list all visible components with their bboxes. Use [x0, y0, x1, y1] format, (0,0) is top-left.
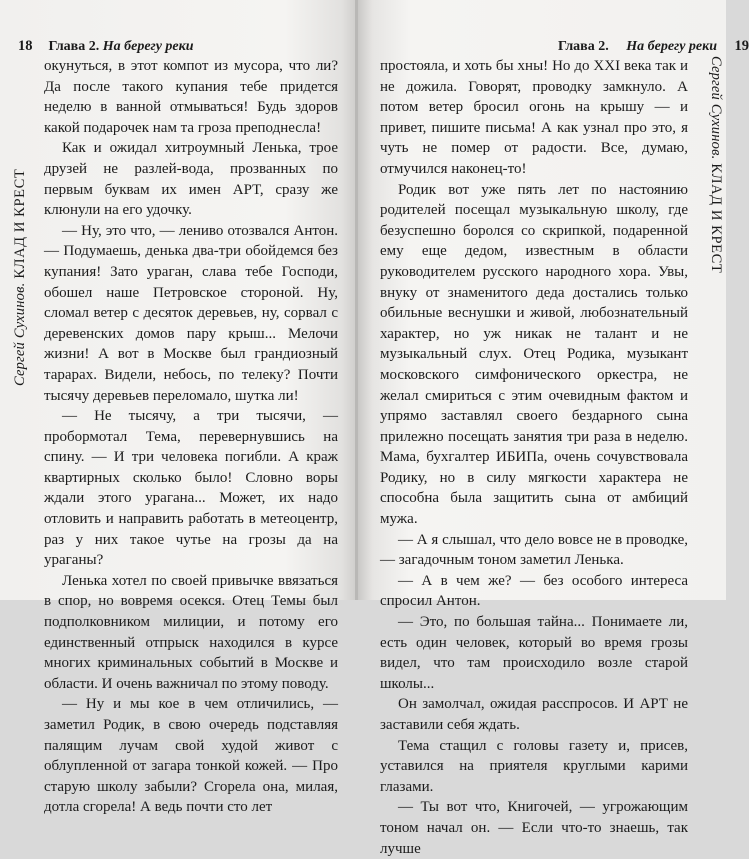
paragraph: окунуться, в этот компот из мусора, что ли? Да после такого купания тебе придется неделю в ванной отмываться! Будь здоров какой подарочек нам та гроза преподнесла! — [44, 58, 338, 136]
left-page-header — [18, 38, 194, 55]
paragraph: Как и ожидал хитроумный Ленька, трое друзей не разлей-вода, прозванных по первым буквам их имен АРТ, сразу же клюнули на его удочку. — [44, 140, 338, 219]
author-name: Сергей Сухинов. — [12, 282, 28, 386]
chapter-label: Глава 2. — [48, 39, 100, 54]
page-number: 19 — [734, 38, 749, 54]
chapter-label: Глава 2. — [558, 39, 609, 54]
chapter-title: На берегу реки — [102, 39, 194, 54]
author-name: Сергей Сухинов. — [708, 56, 724, 160]
paragraph: Он замолчал, ожидая расспросов. И АРТ не заставили себя ждать. — [380, 696, 688, 733]
paragraph: — Это, по большая тайна... Понимаете ли, есть один человек, который во время грозы видел, что там происходило возле старой школы... — [380, 614, 688, 692]
left-page-text — [44, 56, 338, 818]
book-title: КЛАД И КРЕСТ — [12, 168, 28, 279]
paragraph: простояла, и хоть бы хны! Но до XXI века так и не дожила. Говорят, проводку замкнуло. А потом ветер бросил огонь на крышу — и привет, пишите письма! А как узнал про это, я чуть не помер от радости. Все, думаю, отмучился наконец-то! — [380, 58, 688, 177]
paragraph: — Ну и мы кое в чем отличились, — заметил Родик, в свою очередь подставляя палящим лучам свой худой живот с облупленной от загара тонкой кожей. — Про старую школу забыли? Сгорела она, милая, дотла сгорела! А ведь почти сто лет — [44, 696, 338, 816]
right-page-header — [558, 38, 749, 55]
left-page — [0, 0, 356, 816]
paragraph: — Ну, это что, — лениво отозвался Антон. — Подумаешь, денька два-три обойдемся без купания! Зато ураган, слава тебе Господи, обошел наше Петровское стороной. Ну, сломал ветер с десяток деревьев, ну, сорвал с деревенских домов пару крыш... Мелочи жизни! А вот в Москве был грандиозный тарарах. Видели, небось, по телеку? Почти тысячу деревьев переломало, шутка ли! — [44, 222, 338, 404]
running-title-vertical — [12, 169, 29, 386]
paragraph: — Не тысячу, а три тысячи, — пробормотал Тема, перевернувшись на спину. — И три человека погибли. А краж квартирных сколько было! Словно воры ждали этого урагана... Может, их надо отловить и направить работать в метеоцентр, раз у них такое чутье на грозы да на ураганы? — [44, 408, 338, 569]
chapter-title: На берегу реки — [626, 39, 718, 54]
paragraph: Ленька хотел по своей привычке ввязаться в спор, но вовремя осекся. Отец Темы был подполковником милиции, и потому его единственный отпрыск находился в курсе многих криминальных событий в Москве и области. И очень важничал по этому поводу. — [44, 572, 338, 692]
book-title: КЛАД И КРЕСТ — [708, 163, 724, 274]
paragraph: Тема стащил с головы газету и, присев, уставился на приятеля круглыми карими глазами. — [380, 737, 688, 795]
running-title-vertical — [707, 56, 724, 273]
paragraph: Родик вот уже пять лет по настоянию родителей посещал музыкальную школу, где безуспешно боролся со скрипкой, подаренной ему еще дедом, известным в области руководителем русского народного хора. Увы, внуку от знаменитого деда достались только обильные веснушки и живой, любознательный характер, но уж никак не талант и не музыкальный слух. Отец Родика, музыкант московского симфонического оркестра, не желал смириться с этим очевидным фактом и упрямо заставлял своего бездарного сына прилежно посещать занятия три раза в неделю. Мама, бухгалтер ИБИПа, очень сочувствовала Родику, но в силу мягкости характера не способна была защитить сына от амбиций мужа. — [380, 181, 688, 528]
right-page — [358, 0, 749, 857]
paragraph: — А в чем же? — без особого интереса спросил Антон. — [380, 572, 688, 610]
page-number: 18 — [18, 38, 33, 54]
paragraph: — А я слышал, что дело вовсе не в проводке, — загадочным тоном заметил Ленька. — [380, 531, 688, 569]
paragraph: — Ты вот что, Книгочей, — угрожающим тоном начал он. — Если что-то знаешь, так лучше — [380, 799, 688, 857]
right-page-text — [380, 56, 688, 859]
